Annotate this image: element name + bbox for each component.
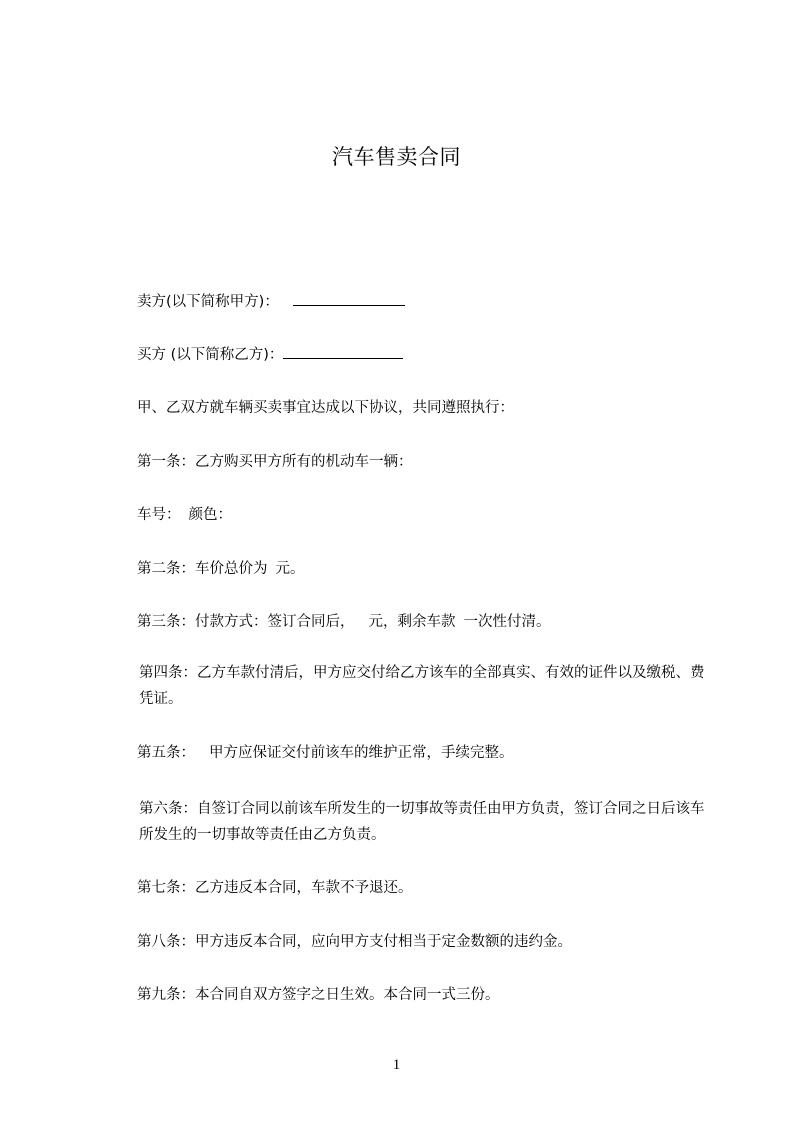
buyer-label: 买方 (以下简称乙方)： bbox=[137, 347, 284, 363]
article-5-prefix: 第五条： bbox=[137, 745, 195, 761]
article-2-suffix: 元。 bbox=[275, 561, 305, 577]
article-3-prefix: 第三条：付款方式：签订合同后， bbox=[137, 614, 355, 630]
article-2 bbox=[137, 559, 305, 579]
vehicle-info-line bbox=[137, 505, 232, 525]
seller-label: 卖方(以下简称甲方)： bbox=[137, 294, 279, 310]
plate-label: 车号： bbox=[137, 507, 181, 523]
intro-text: 甲、乙双方就车辆买卖事宜达成以下协议，共同遵照执行： bbox=[137, 400, 514, 416]
article-5 bbox=[137, 743, 514, 763]
page-number: 1 bbox=[392, 1057, 401, 1073]
article-5-text: 甲方应保证交付前该车的维护正常，手续完整。 bbox=[209, 745, 514, 761]
article-6 bbox=[106, 796, 706, 848]
buyer-name-blank[interactable] bbox=[283, 344, 403, 359]
article-3-mid: 元，剩余车款 bbox=[368, 614, 456, 630]
article-3-suffix: 一次性付清。 bbox=[463, 614, 551, 630]
contract-title: 汽车售卖合同 bbox=[332, 145, 461, 169]
color-label: 颜色： bbox=[188, 507, 232, 523]
article-3 bbox=[137, 612, 551, 632]
article-8: 第八条：甲方违反本合同，应向甲方支付相当于定金数额的违约金。 bbox=[137, 934, 572, 950]
seller-name-blank[interactable] bbox=[293, 291, 405, 306]
article-1: 第一条：乙方购买甲方所有的机动车一辆： bbox=[137, 454, 413, 470]
article-4 bbox=[106, 660, 706, 712]
article-2-prefix: 第二条：车价总价为 bbox=[137, 561, 268, 577]
article-7: 第七条：乙方违反本合同，车款不予退还。 bbox=[137, 880, 413, 896]
article-9: 第九条：本合同自双方签字之日生效。本合同一式三份。 bbox=[137, 987, 500, 1003]
article-6-text: 第六条：自签订合同以前该车所发生的一切事故等责任由甲方负责，签订合同之日后该车所发生的一切事故等责任由乙方负责。 bbox=[139, 801, 705, 843]
seller-line bbox=[137, 291, 405, 312]
buyer-line bbox=[137, 344, 403, 365]
article-4-text: 第四条：乙方车款付清后，甲方应交付给乙方该车的全部真实、有效的证件以及缴税、费凭证。 bbox=[139, 665, 705, 707]
